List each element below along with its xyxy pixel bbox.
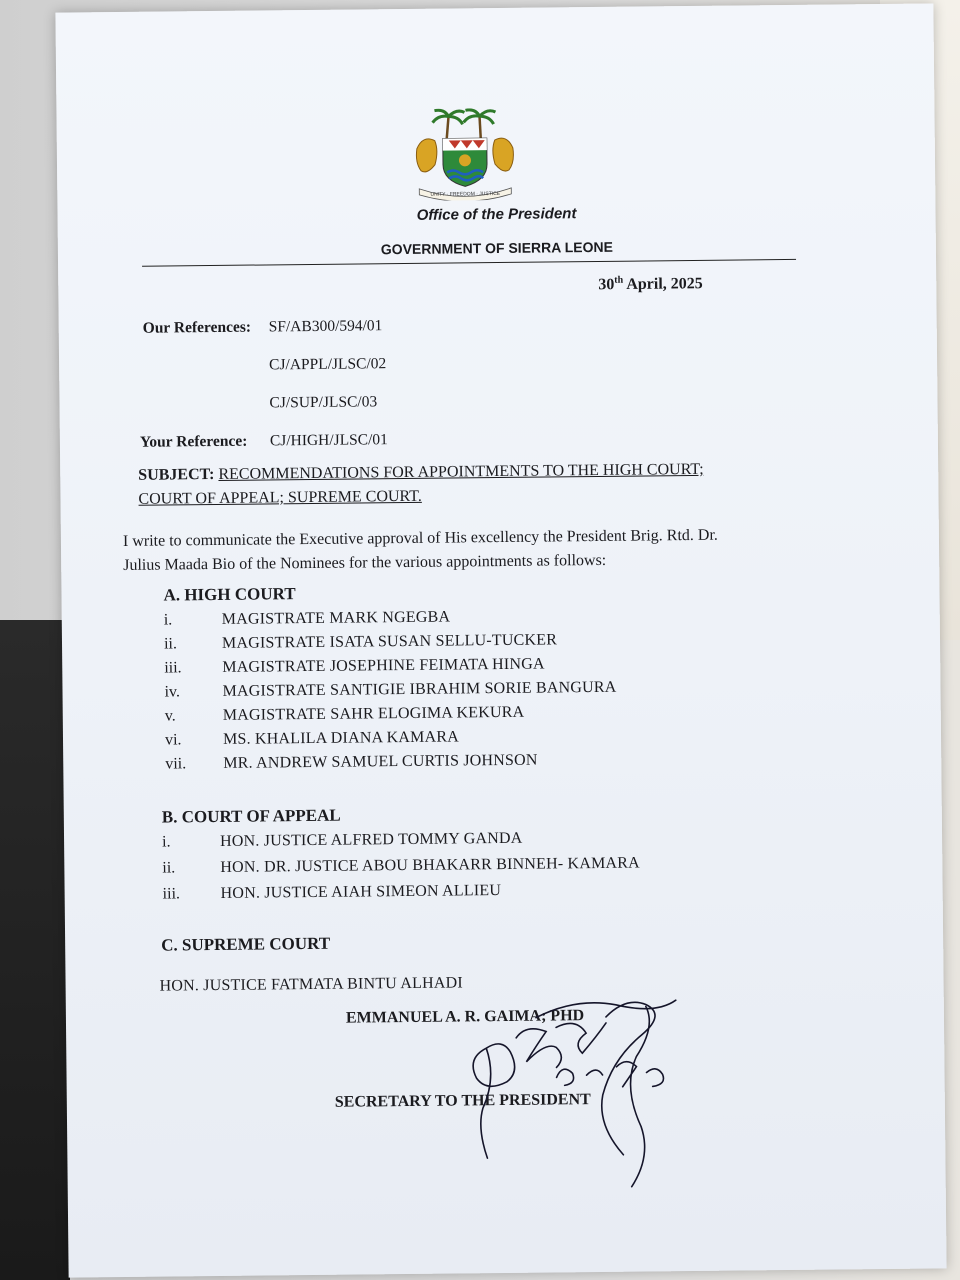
section-heading-high-court: A. HIGH COURT [163, 584, 296, 605]
your-reference-value: CJ/HIGH/JLSC/01 [269, 431, 388, 450]
our-reference-value: CJ/APPL/JLSC/02 [269, 355, 387, 374]
body-line: Julius Maada Bio of the Nominees for the various appointments as follows: [123, 551, 607, 574]
svg-text:UNITY · FREEDOM · JUSTICE: UNITY · FREEDOM · JUSTICE [430, 190, 501, 198]
signatory-title: SECRETARY TO THE PRESIDENT [334, 1091, 591, 1111]
appointee-name: HON. JUSTICE FATMATA BINTU ALHADI [159, 974, 463, 995]
subject-text-2: COURT OF APPEAL; SUPREME COURT. [138, 487, 422, 508]
letter-date: 30th April, 2025 [598, 274, 703, 294]
our-reference-value: CJ/SUP/JLSC/03 [269, 393, 378, 412]
letterhead-divider [142, 259, 796, 267]
appointee-name: MAGISTRATE MARK NGEGBA [221, 608, 451, 628]
appointee-name: MR. ANDREW SAMUEL CURTIS JOHNSON [223, 751, 538, 772]
office-title: Office of the President [416, 205, 577, 224]
subject-label: SUBJECT: [138, 465, 215, 484]
list-number: v. [164, 707, 176, 725]
government-title: GOVERNMENT OF SIERRA LEONE [380, 238, 613, 258]
body-paragraph [123, 522, 843, 578]
appointee-name: MS. KHALILA DIANA KAMARA [222, 728, 460, 748]
signatory-name: EMMANUEL A. R. GAIMA; PHD [345, 1007, 585, 1027]
list-number: i. [162, 833, 171, 851]
section-heading-court-of-appeal: B. COURT OF APPEAL [161, 805, 341, 827]
appointee-name: HON. DR. JUSTICE ABOU BHAKARR BINNEH- KAMARA [220, 854, 640, 876]
our-reference-value: SF/AB300/594/01 [268, 317, 383, 336]
appointee-name: MAGISTRATE SAHR ELOGIMA KEKURA [222, 703, 525, 724]
list-number: vii. [165, 755, 187, 773]
coat-of-arms-icon [408, 108, 521, 201]
letter-page [55, 3, 946, 1277]
list-number: i. [163, 611, 173, 629]
body-line: I write to communicate the Executive approval of His excellency the President Brig. Rtd. Dr. [122, 526, 718, 550]
appointee-name: MAGISTRATE SANTIGIE IBRAHIM SORIE BANGURA [222, 678, 617, 700]
subject-text-1: RECOMMENDATIONS FOR APPOINTMENTS TO THE HIGH COURT; [218, 460, 704, 483]
list-number: iv. [164, 683, 181, 701]
list-number: vi. [164, 731, 182, 749]
list-number: ii. [162, 859, 176, 877]
list-number: iii. [164, 659, 182, 677]
your-reference-label: Your Reference: [139, 432, 248, 451]
background-surface [0, 620, 70, 1280]
subject-line [138, 456, 838, 511]
appointee-name: HON. JUSTICE AIAH SIMEON ALLIEU [220, 882, 502, 902]
appointee-name: MAGISTRATE ISATA SUSAN SELLU-TUCKER [221, 631, 558, 652]
appointee-name: MAGISTRATE JOSEPHINE FEIMATA HINGA [222, 655, 545, 676]
list-number: ii. [163, 635, 177, 653]
handwritten-signature [446, 986, 708, 1209]
appointee-name: HON. JUSTICE ALFRED TOMMY GANDA [219, 829, 523, 850]
list-number: iii. [162, 885, 181, 903]
section-heading-supreme-court: C. SUPREME COURT [161, 933, 331, 955]
our-references-label: Our References: [142, 318, 252, 337]
